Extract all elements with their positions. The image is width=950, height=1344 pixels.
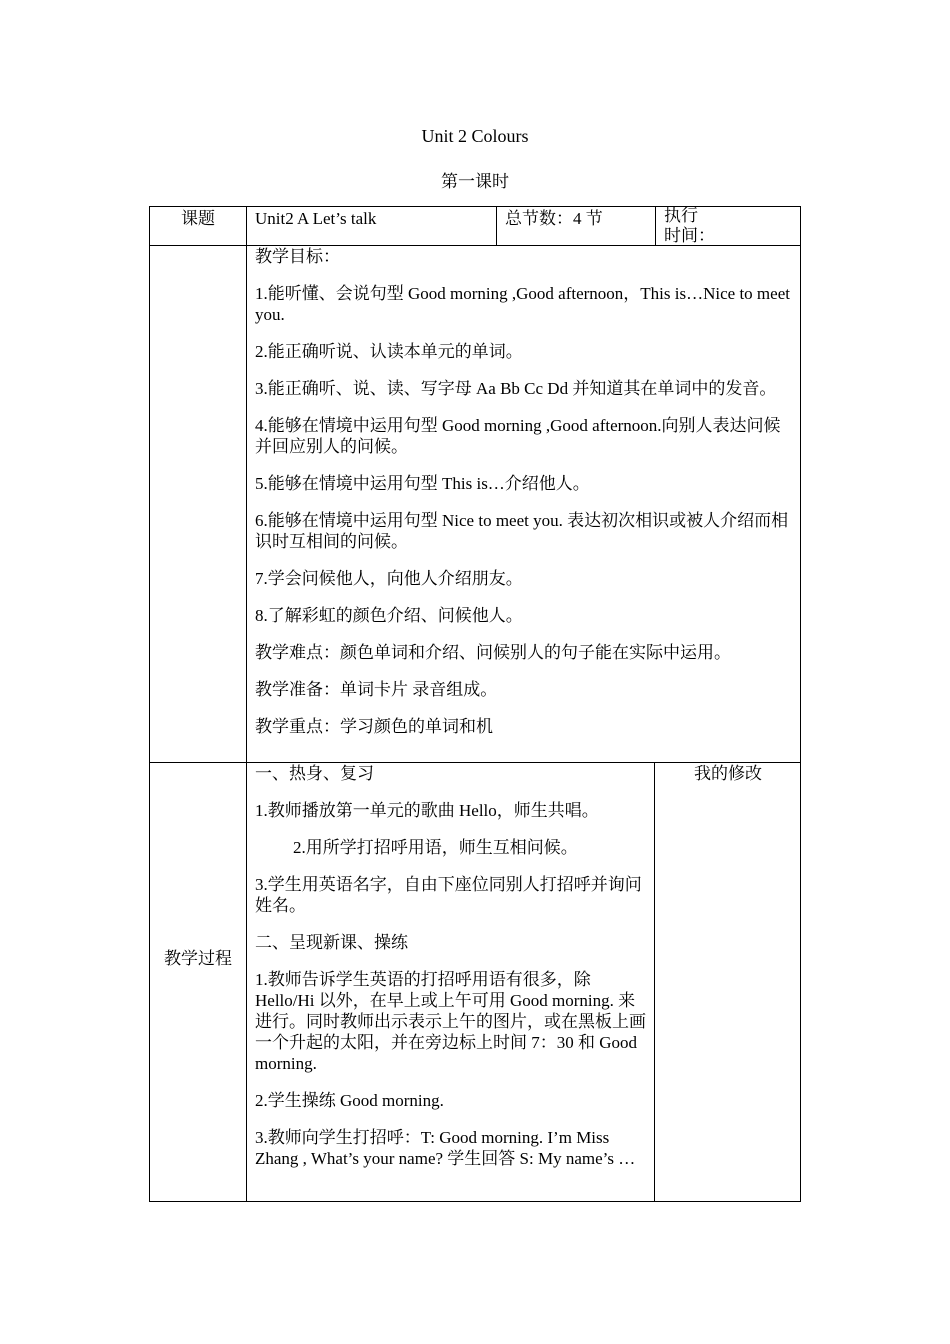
- document-title: Unit 2 Colours: [421, 126, 529, 146]
- goal-item: 4.能够在情境中运用句型 Good morning ,Good afternoon.向别人表达问候并回应别人的问候。: [255, 416, 781, 456]
- process-step: 1.教师播放第一单元的歌曲 Hello，师生共唱。: [255, 801, 599, 820]
- goal-item: 3.能正确听、说、读、写字母 Aa Bb Cc Dd 并知道其在单词中的发音。: [255, 379, 777, 398]
- document-subtitle: 第一课时: [441, 172, 509, 191]
- process-step: 3.教师向学生打招呼：T: Good morning. I’m Miss Zhang , What’s your name? 学生回答 S: My name’s …: [255, 1128, 636, 1168]
- process-step: 一、热身、复习: [255, 764, 374, 783]
- process-step: 3.学生用英语名字，自由下座位同别人打招呼并询问姓名。: [255, 875, 642, 915]
- process-cell: [247, 762, 654, 1185]
- process-step: 2.学生操练 Good morning.: [255, 1091, 444, 1110]
- goal-item: 5.能够在情境中运用句型 This is…介绍他人。: [255, 474, 590, 493]
- goals-heading: 教学目标：: [255, 247, 340, 266]
- goals-cell: [247, 245, 801, 753]
- col-divider-notes: [654, 762, 655, 1202]
- teaching-difficulty: 教学难点：颜色单词和介绍、问候别人的句子能在实际中运用。: [255, 643, 731, 662]
- process-label: 教学过程: [164, 949, 232, 968]
- exec-time-line2: 时间：: [664, 226, 715, 245]
- process-step: 2.用所学打招呼用语，师生互相问候。: [293, 838, 578, 857]
- goal-item: 8.了解彩虹的颜色介绍、问候他人。: [255, 606, 523, 625]
- topic-label: 课题: [181, 209, 215, 228]
- goal-item: 2.能正确听说、认读本单元的单词。: [255, 342, 523, 361]
- teaching-key-points: 教学重点：学习颜色的单词和机: [255, 717, 493, 736]
- topic-value: Unit2 A Let’s talk: [255, 209, 377, 228]
- goal-item: 1.能听懂、会说句型 Good morning ,Good afternoon，This is…Nice to meet you.: [255, 284, 790, 324]
- teaching-preparation: 教学准备：单词卡片 录音组成。: [255, 680, 498, 699]
- exec-time-label: [656, 206, 801, 246]
- process-step: 二、呈现新课、操练: [255, 933, 408, 952]
- my-revisions-label: 我的修改: [694, 764, 762, 783]
- goal-item: 7.学会问候他人，向他人介绍朋友。: [255, 569, 523, 588]
- goal-item: 6.能够在情境中运用句型 Nice to meet you. 表达初次相识或被人介绍而相识时互相间的问候。: [255, 511, 789, 551]
- total-lessons: 总节数：4 节: [505, 209, 603, 228]
- exec-time-line1: 执行: [664, 206, 698, 225]
- process-step: 1.教师告诉学生英语的打招呼用语有很多，除 Hello/Hi 以外，在早上或上午可用 Good morning. 来进行。同时教师出示表示上午的图片，或在黑板上画一个升起的太阳，并在旁边标上时间 7：30 和 Good morning.: [255, 970, 646, 1073]
